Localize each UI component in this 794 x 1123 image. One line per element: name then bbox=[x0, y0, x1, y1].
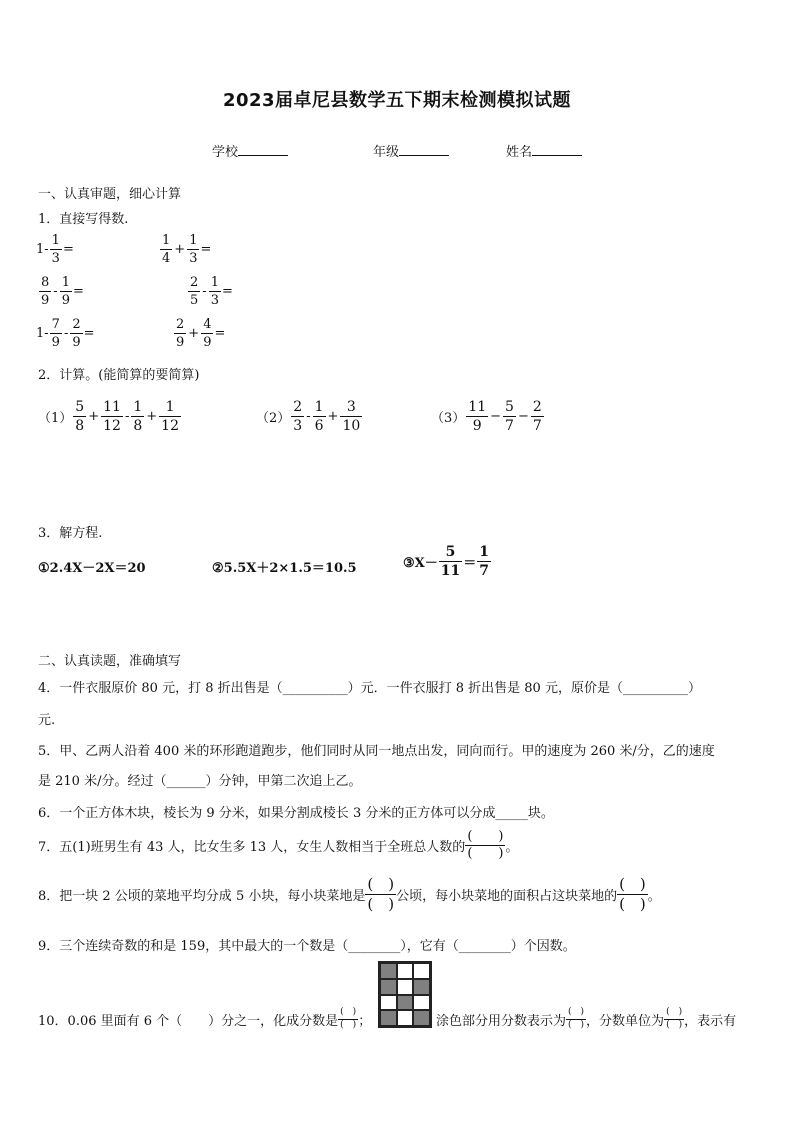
q1-item-2 bbox=[159, 234, 211, 265]
q10-part-2 bbox=[436, 1008, 736, 1031]
operator: − bbox=[517, 409, 529, 424]
fraction bbox=[60, 276, 72, 307]
q7-fraction-blank[interactable] bbox=[465, 830, 505, 862]
q8-fraction-blank-2[interactable] bbox=[617, 876, 648, 912]
numerator: 7 bbox=[51, 317, 60, 332]
denominator: 9 bbox=[41, 293, 50, 308]
q3-eq3-prefix: ③X－ bbox=[403, 556, 438, 571]
q10-text-4: ，表示有 bbox=[684, 1013, 737, 1029]
numerator: 2 bbox=[190, 275, 199, 290]
q7-end: 。 bbox=[505, 840, 519, 856]
denominator: 4 bbox=[162, 251, 171, 266]
q10-fraction-blank-1[interactable] bbox=[338, 1008, 358, 1031]
numerator-blank: ( ) bbox=[465, 830, 505, 846]
denominator: 3 bbox=[293, 418, 303, 434]
section2-heading: 二、认真读题，准确填写 bbox=[38, 654, 182, 669]
blank-cell bbox=[397, 979, 414, 995]
q8-text-2: 公顷，每小块菜地的面积占这块菜地的 bbox=[396, 888, 618, 904]
denominator: 7 bbox=[532, 418, 542, 434]
blank-cell bbox=[413, 963, 430, 979]
numerator: 2 bbox=[293, 399, 303, 415]
numerator: 1 bbox=[133, 399, 143, 415]
q2-part-2 bbox=[256, 400, 363, 433]
q8-end: 。 bbox=[647, 888, 661, 904]
fraction bbox=[39, 276, 51, 307]
q2-part-1 bbox=[38, 400, 182, 433]
numerator: 1 bbox=[162, 233, 171, 248]
numerator: 1 bbox=[61, 275, 70, 290]
numerator: 1 bbox=[189, 233, 198, 248]
numerator: 1 bbox=[159, 400, 181, 417]
numerator: 2 bbox=[532, 399, 542, 415]
q3-eq3-fraction-2 bbox=[477, 545, 491, 578]
shaded-grid-figure bbox=[378, 961, 432, 1028]
q3-eq3-fraction-1 bbox=[439, 545, 462, 578]
denominator: 10 bbox=[342, 418, 361, 434]
fraction bbox=[503, 400, 516, 433]
equals-sign: = bbox=[83, 326, 95, 341]
numerator: 1 bbox=[314, 399, 324, 415]
numerator: 8 bbox=[41, 275, 50, 290]
shaded-cell bbox=[380, 963, 397, 979]
equals-sign: = bbox=[221, 284, 233, 299]
grade-label: 年级 bbox=[373, 145, 400, 160]
blank-cell bbox=[413, 995, 430, 1011]
q4-line1: 4．一件衣服原价 80 元，打 8 折出售是（__________）元．一件衣服打 8 折出售是 80 元，原价是（__________） bbox=[38, 681, 701, 696]
fraction bbox=[160, 234, 172, 265]
q3-eq1: ①2.4X－2X＝20 bbox=[38, 561, 146, 576]
q8-text-1: 8．把一块 2 公顷的菜地平均分成 5 小块，每小块菜地是 bbox=[38, 888, 366, 904]
prefix: 1- bbox=[36, 326, 49, 341]
denominator: 9 bbox=[72, 335, 81, 350]
denominator: 12 bbox=[103, 418, 121, 434]
fraction bbox=[50, 318, 62, 349]
denominator: 9 bbox=[51, 335, 60, 350]
numerator: 2 bbox=[176, 317, 185, 332]
q8-fraction-blank-1[interactable] bbox=[365, 876, 396, 912]
equals-sign: = bbox=[72, 284, 84, 299]
denominator-blank: ( ) bbox=[619, 894, 646, 913]
denominator: 3 bbox=[210, 293, 219, 308]
shaded-cell bbox=[380, 1010, 397, 1026]
q10-text-1: 10．0.06 里面有 6 个（ ）分之一，化成分数是 bbox=[38, 1013, 339, 1029]
denominator: 3 bbox=[51, 251, 60, 266]
q1-item-1 bbox=[36, 234, 74, 265]
q10-text-2: 涂色部分用分数表示为 bbox=[436, 1013, 567, 1029]
denominator: 7 bbox=[505, 418, 514, 434]
denominator: 6 bbox=[314, 418, 324, 434]
section1-heading: 一、认真审题，细心计算 bbox=[38, 187, 182, 202]
grade-field bbox=[373, 141, 449, 160]
denominator: 12 bbox=[161, 418, 179, 434]
q1-label: 1．直接写得数. bbox=[38, 212, 129, 227]
part-tag: （1） bbox=[38, 411, 73, 426]
numerator: 3 bbox=[340, 400, 362, 417]
operator: + bbox=[88, 409, 100, 424]
q5-line1: 5．甲、乙两人沿着 400 米的环形跑道跑步，他们同时从同一地点出发，同向而行。甲的速度为 260 米/分，乙的速度 bbox=[38, 744, 715, 759]
q10-fraction-blank-3[interactable] bbox=[664, 1008, 684, 1031]
fraction bbox=[73, 400, 86, 433]
fraction bbox=[209, 276, 221, 307]
numerator-blank: ( ) bbox=[367, 875, 395, 893]
numerator-blank: ( ) bbox=[619, 875, 646, 893]
q1-item-3 bbox=[38, 276, 84, 307]
part-tag: （2） bbox=[256, 411, 291, 426]
school-blank[interactable] bbox=[238, 143, 288, 156]
operator: + bbox=[146, 409, 158, 424]
denominator: 8 bbox=[133, 418, 143, 434]
numerator: 4 bbox=[203, 317, 212, 332]
fraction bbox=[101, 400, 123, 433]
fraction bbox=[174, 318, 186, 349]
denominator: 9 bbox=[176, 335, 185, 350]
fraction bbox=[291, 400, 304, 433]
q7-text: 7．五(1)班男生有 43 人，比女生多 13 人，女生人数相当于全班总人数的 bbox=[38, 840, 466, 856]
fraction bbox=[70, 318, 82, 349]
page-title: 2023届卓尼县数学五下期末检测模拟试题 bbox=[222, 90, 572, 111]
denominator: 7 bbox=[479, 563, 489, 579]
numerator: 5 bbox=[505, 399, 514, 415]
fraction bbox=[531, 400, 544, 433]
fraction bbox=[131, 400, 144, 433]
shaded-cell bbox=[397, 995, 414, 1011]
school-label: 学校 bbox=[212, 145, 239, 160]
q1-item-6 bbox=[173, 318, 225, 349]
school-field bbox=[212, 141, 288, 160]
operator: + bbox=[327, 409, 339, 424]
numerator: 2 bbox=[72, 317, 81, 332]
q7 bbox=[38, 830, 518, 862]
numerator: 1 bbox=[210, 275, 219, 290]
numerator-blank: ( ) bbox=[338, 1008, 358, 1020]
q9: 9．三个连续奇数的和是 159，其中最大的一个数是（________），它有（________）个因数。 bbox=[38, 939, 576, 954]
fraction bbox=[201, 318, 213, 349]
blank-cell bbox=[397, 1010, 414, 1026]
operator: + bbox=[174, 242, 186, 257]
equals-sign: = bbox=[62, 242, 74, 257]
shaded-cell bbox=[413, 1010, 430, 1026]
numerator-blank: ( ) bbox=[664, 1008, 684, 1020]
name-field bbox=[506, 141, 582, 160]
operator: - bbox=[124, 409, 130, 424]
fraction bbox=[313, 400, 326, 433]
q8 bbox=[38, 876, 661, 912]
q10-fraction-blank-2[interactable] bbox=[566, 1008, 586, 1031]
grade-blank[interactable] bbox=[399, 143, 449, 156]
operator: + bbox=[188, 326, 200, 341]
q2-label: 2．计算。(能简算的要简算) bbox=[38, 368, 200, 383]
equals-sign: = bbox=[200, 242, 212, 257]
q3-label: 3．解方程. bbox=[38, 526, 103, 541]
operator: − bbox=[490, 409, 502, 424]
denominator-blank: ( ) bbox=[568, 1019, 585, 1030]
denominator: 11 bbox=[440, 563, 461, 579]
shaded-cell bbox=[380, 979, 397, 995]
denominator-blank: ( ) bbox=[666, 1019, 683, 1030]
equals-sign: = bbox=[214, 326, 226, 341]
name-blank[interactable] bbox=[532, 143, 582, 156]
numerator: 11 bbox=[468, 399, 487, 415]
denominator: 9 bbox=[203, 335, 212, 350]
fraction bbox=[159, 400, 181, 433]
denominator: 9 bbox=[472, 418, 482, 434]
fraction bbox=[466, 400, 488, 433]
blank-cell bbox=[380, 995, 397, 1011]
denominator: 8 bbox=[75, 418, 85, 434]
operator: - bbox=[53, 284, 58, 299]
q3-eq3 bbox=[403, 545, 492, 578]
denominator: 9 bbox=[61, 293, 70, 308]
numerator: 11 bbox=[103, 399, 121, 415]
q1-item-5 bbox=[36, 318, 95, 349]
operator: - bbox=[63, 326, 69, 341]
numerator: 1 bbox=[479, 544, 489, 560]
q10-text-3: ，分数单位为 bbox=[586, 1013, 665, 1029]
operator: - bbox=[202, 284, 207, 299]
fraction bbox=[50, 234, 62, 265]
q3-eq2: ②5.5X＋2×1.5＝10.5 bbox=[212, 561, 357, 576]
fraction bbox=[188, 276, 200, 307]
q2-part-3 bbox=[431, 400, 545, 433]
blank-cell bbox=[397, 963, 414, 979]
numerator: 5 bbox=[75, 399, 85, 415]
fraction bbox=[340, 400, 362, 433]
denominator: 5 bbox=[190, 293, 199, 308]
q3-eq3-equals: ＝ bbox=[463, 556, 477, 571]
numerator-blank: ( ) bbox=[566, 1008, 586, 1020]
fraction bbox=[187, 234, 199, 265]
numerator: 5 bbox=[439, 545, 462, 562]
operator: - bbox=[306, 409, 311, 424]
name-label: 姓名 bbox=[506, 145, 533, 160]
q5-line2: 是 210 米/分。经过（______）分钟，甲第二次追上乙。 bbox=[38, 774, 362, 789]
prefix: 1- bbox=[36, 242, 49, 257]
shaded-cell bbox=[413, 979, 430, 995]
q10-part-1 bbox=[38, 1008, 371, 1031]
q1-item-4 bbox=[187, 276, 233, 307]
denominator-blank: ( ) bbox=[367, 894, 395, 913]
q10-separator: ； bbox=[358, 1013, 372, 1029]
denominator-blank: ( ) bbox=[467, 846, 504, 862]
denominator: 3 bbox=[189, 251, 198, 266]
q4-line2: 元. bbox=[38, 713, 56, 728]
q6: 6．一个正方体木块，棱长为 9 分米，如果分割成棱长 3 分米的正方体可以分成_____块。 bbox=[38, 806, 554, 821]
numerator: 1 bbox=[51, 233, 60, 248]
part-tag: （3） bbox=[431, 411, 466, 426]
denominator-blank: ( ) bbox=[340, 1019, 357, 1030]
